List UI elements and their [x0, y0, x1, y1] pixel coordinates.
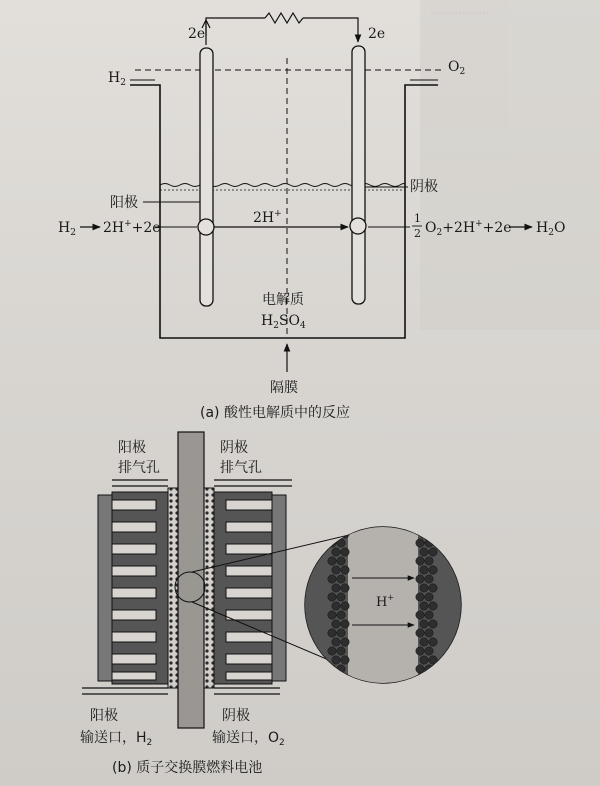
catalyst-bead — [429, 620, 437, 628]
cathode-vent-pipe — [214, 480, 292, 486]
catalyst-bead — [416, 647, 424, 655]
anode-vent-pipe — [112, 480, 168, 486]
anode-inlet-pipe — [82, 688, 168, 694]
catalyst-bead — [429, 602, 437, 610]
anode-inlet-label-2: 输送口，$H_2$ — [80, 730, 153, 748]
anode-inlet-label-1: 阳极 — [90, 708, 118, 724]
catalyst-bead — [337, 539, 345, 547]
catalyst-bead — [332, 656, 340, 664]
catalyst-bead — [429, 530, 437, 538]
catalyst-bead — [420, 584, 428, 592]
cathode-catalyst-bubble — [350, 218, 366, 234]
catalyst-bead — [337, 629, 345, 637]
catalyst-bead — [337, 683, 345, 691]
catalyst-bead — [429, 674, 437, 682]
catalyst-bead — [332, 620, 340, 628]
catalyst-bead — [328, 575, 336, 583]
catalyst-bead — [332, 566, 340, 574]
catalyst-bead — [420, 638, 428, 646]
catalyst-bead — [341, 638, 349, 646]
cathode-vent-label-1: 阴极 — [220, 440, 248, 456]
catalyst-bead — [425, 575, 433, 583]
catalyst-bead — [420, 620, 428, 628]
catalyst-bead — [416, 521, 424, 529]
catalyst-bead — [337, 557, 345, 565]
catalyst-bead — [328, 665, 336, 673]
anode-electrode — [200, 48, 213, 306]
diagram-b — [80, 432, 468, 776]
anode-reaction-product: 2H++2e — [103, 219, 161, 236]
external-wire-right — [303, 18, 358, 42]
zoom-magnified-view — [300, 520, 468, 691]
proton-label: 2H+ — [253, 209, 282, 226]
catalyst-bead — [341, 656, 349, 664]
cathode-catalyst-layer — [204, 488, 214, 688]
cathode-label: 阴极 — [410, 179, 438, 195]
catalyst-bead — [416, 575, 424, 583]
fraction-numerator: 1 — [414, 212, 421, 225]
anode-reaction-h2: $H_2$ — [58, 220, 76, 238]
cathode-inlet-label-2: 输送口，$O_2$ — [212, 730, 285, 748]
catalyst-bead — [328, 683, 336, 691]
zoom-proton-label: H+ — [376, 593, 395, 610]
electron-left-label: 2e — [188, 26, 206, 42]
anode-catalyst-bubble — [198, 219, 214, 235]
catalyst-bead — [328, 557, 336, 565]
cathode-flow-plate — [214, 492, 286, 684]
catalyst-bead — [420, 602, 428, 610]
catalyst-bead — [429, 638, 437, 646]
catalyst-bead — [337, 593, 345, 601]
anode-label: 阳极 — [110, 195, 138, 211]
catalyst-bead — [328, 521, 336, 529]
catalyst-bead — [332, 602, 340, 610]
electron-right-label: 2e — [368, 26, 386, 42]
catalyst-bead — [341, 620, 349, 628]
cathode-inlet-pipe — [214, 688, 280, 694]
catalyst-bead — [341, 584, 349, 592]
catalyst-bead — [425, 557, 433, 565]
catalyst-bead — [328, 593, 336, 601]
catalyst-bead — [416, 665, 424, 673]
resistor-icon — [265, 13, 303, 23]
anode-flow-plate — [98, 492, 168, 684]
catalyst-bead — [429, 548, 437, 556]
background-page-text — [420, 0, 600, 330]
catalyst-bead — [425, 521, 433, 529]
catalyst-bead — [416, 629, 424, 637]
catalyst-bead — [328, 647, 336, 655]
svg-text:.................: ................. — [430, 4, 490, 17]
catalyst-bead — [337, 575, 345, 583]
catalyst-bead — [328, 629, 336, 637]
catalyst-bead — [332, 638, 340, 646]
caption-b: (b) 质子交换膜燃料电池 — [112, 760, 263, 776]
water-product: $H_2O$ — [536, 220, 566, 238]
catalyst-bead — [416, 593, 424, 601]
catalyst-bead — [337, 521, 345, 529]
catalyst-bead — [328, 611, 336, 619]
catalyst-bead — [425, 629, 433, 637]
catalyst-bead — [420, 566, 428, 574]
electrolyte-label: 电解质 — [262, 292, 304, 308]
anode-vent-label-2: 排气孔 — [118, 460, 160, 476]
catalyst-bead — [416, 683, 424, 691]
fraction-denominator: 2 — [414, 227, 421, 240]
external-wire-left — [206, 18, 265, 45]
catalyst-bead — [425, 539, 433, 547]
catalyst-bead — [416, 611, 424, 619]
anode-vent-label-1: 阳极 — [118, 440, 146, 456]
catalyst-bead — [429, 566, 437, 574]
cathode-reaction-text: $O_2+2H^++2e$ — [425, 219, 512, 238]
membrane-label: 隔膜 — [270, 380, 298, 396]
catalyst-bead — [420, 548, 428, 556]
catalyst-bead — [416, 557, 424, 565]
catalyst-bead — [429, 584, 437, 592]
catalyst-bead — [341, 566, 349, 574]
catalyst-bead — [420, 674, 428, 682]
catalyst-bead — [425, 683, 433, 691]
cathode-electrode — [352, 46, 365, 304]
cathode-vent-label-2: 排气孔 — [220, 460, 262, 476]
electrolyte-surface — [160, 184, 405, 187]
catalyst-bead — [341, 602, 349, 610]
proton-exchange-membrane — [178, 432, 204, 728]
catalyst-bead — [425, 593, 433, 601]
gas-left-label: $H_2$ — [108, 70, 126, 88]
electrolyte-formula: $H_2SO_4$ — [261, 313, 306, 331]
catalyst-bead — [420, 530, 428, 538]
catalyst-bead — [425, 611, 433, 619]
cathode-inlet-label-1: 阴极 — [222, 708, 250, 724]
catalyst-bead — [341, 548, 349, 556]
catalyst-bead — [337, 647, 345, 655]
anode-catalyst-layer — [168, 488, 178, 688]
catalyst-bead — [425, 647, 433, 655]
catalyst-bead — [332, 674, 340, 682]
caption-a: (a) 酸性电解质中的反应 — [200, 405, 350, 421]
gas-right-label: $O_2$ — [448, 59, 466, 77]
catalyst-bead — [332, 584, 340, 592]
catalyst-bead — [337, 611, 345, 619]
catalyst-bead — [332, 548, 340, 556]
catalyst-bead — [416, 539, 424, 547]
catalyst-bead — [420, 656, 428, 664]
